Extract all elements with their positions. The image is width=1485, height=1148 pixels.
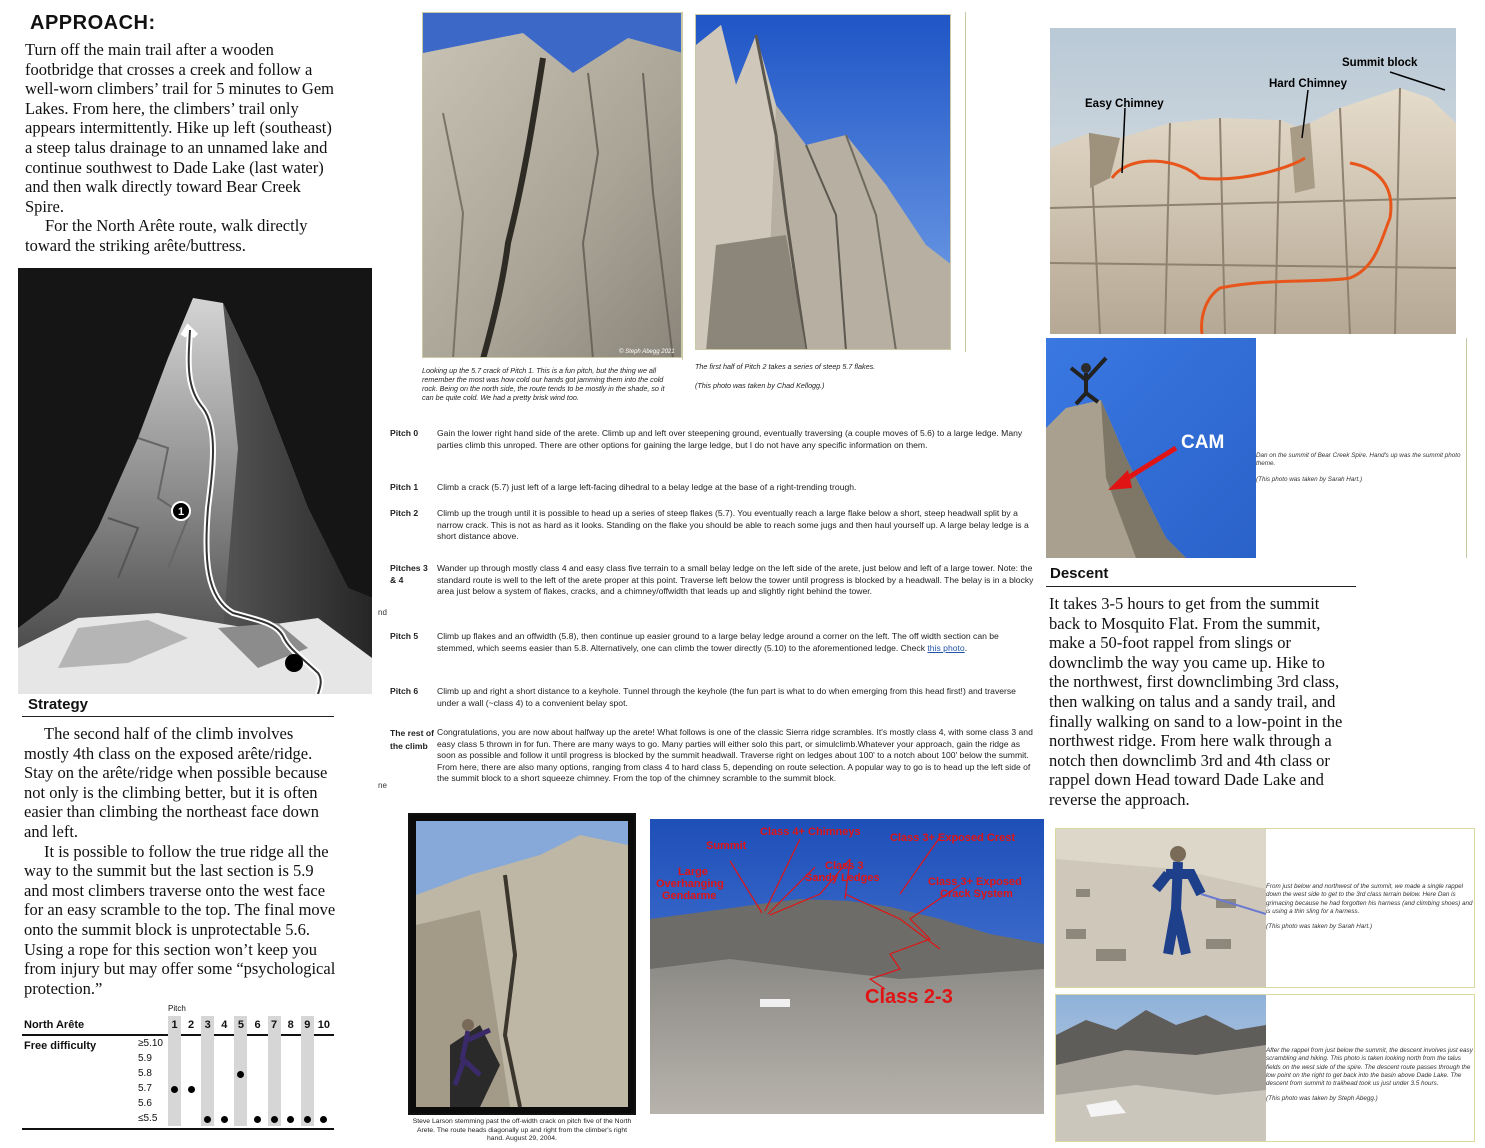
this-photo-link[interactable]: this photo: [927, 642, 965, 653]
ridge-label-ledges: Class 3 Sandy Ledges: [805, 860, 880, 884]
chart-grade-label: 5.8: [138, 1068, 152, 1079]
pitch2-credit: (This photo was taken by Chad Kellogg.): [695, 381, 825, 390]
chart-route-name: North Arête: [24, 1019, 85, 1031]
chart-difficulty-dot: [221, 1116, 228, 1123]
summit-block-photo: [1050, 28, 1456, 334]
chart-grade-label: 5.9: [138, 1053, 152, 1064]
chart-pitch-number: 6: [254, 1019, 261, 1031]
pitch-label: Pitch 5: [390, 631, 419, 641]
pitch-description: [437, 631, 1037, 654]
approach-paragraph-1: Turn off the main trail after a wooden footbridge that crosses a creek and follow a well-worn climbers’ trail for 5 minutes to Gem Lakes. From here, the climbers’ trail only appears intermittently. Hike up left (southeast) a steep talus drainage to an unnamed lake and continue southwest to Dade Lake (last water) and then walk directly toward Bear Creek Spire.: [25, 40, 334, 216]
photo-divider-line: [965, 12, 966, 352]
pitch2-photo: [695, 14, 951, 350]
rappel-credit: (This photo was taken by Sarah Hart.): [1266, 923, 1373, 930]
pitch-description: Gain the lower right hand side of the arete. Climb up and left over steepening ground, eventually traversing (a couple moves of 5.6) to a large ledge. Many parties climb this unroped. There are other options for gaining the large ledge, but I do not have any specific information on them.: [437, 428, 1023, 450]
stray-fragment: ne: [378, 781, 387, 790]
pitch-label: The rest of the climb: [390, 728, 434, 751]
ridge-label-chimneys: Class 4+ Chimneys: [760, 826, 861, 838]
strategy-heading: Strategy: [28, 696, 89, 713]
descent-photo-frame: [1055, 994, 1475, 1142]
approach-paragraph-2: For the North Arête route, walk directly toward the striking arête/buttress.: [25, 216, 308, 255]
chart-pitch-number: 3: [204, 1019, 211, 1031]
strategy-paragraph-2: It is possible to follow the true ridge all the way to the summit but the last section is 5.9 and most climbers traverse onto the west face for an easy scramble to the top. The final move onto the summit block is unprotectable 5.6. Using a rope for this section won’t keep you from injury but may offer some “psychological protection.”: [24, 841, 336, 998]
summit-caption: Dan on the summit of Bear Creek Spire. Hand's up was the summit photo theme.: [1256, 452, 1461, 468]
chart-pitch-number: 5: [237, 1019, 244, 1031]
chart-grade-label: ≥5.10: [138, 1038, 163, 1049]
chart-shaded-column: [268, 1016, 281, 1126]
approach-text: [25, 40, 335, 256]
pitch-description: Wander up through mostly class 4 and easy class five terrain to a small belay ledge on the left side of the arete, just below and left of a large tower. Note: the standard route is well to the left of the arete proper at this point. Traverse left below the tower until progress is blocked by a headwall. The belay is in a blocky area just below a system of flakes, cracks, and a chimney/offwidth that leads up and slightly right behind the tower.: [437, 563, 1034, 597]
pitch-description: Climb up the trough until it is possible to head up a series of steep flakes (5.7). You eventually reach a large flake below a short, steep headwall split by a narrow crack. This is not as hard as it looks. Standing on the flake you should be able to reach some jugs and then haul yourself up. A large belay ledge is a short distance above.: [437, 508, 1029, 542]
pitch1-caption: Looking up the 5.7 crack of Pitch 1. This is a fun pitch, but the thing we all remember the most was how cold our hands got jamming them into the cold rock. Being on the north side, the route tends to be mostly in the shade, so it can be quite cold. We had a pretty brisk wind too.: [422, 366, 665, 402]
pitch-description: Climb a crack (5.7) just left of a large left-facing dihedral to a belay ledge at the base of a right-trending trough.: [437, 482, 857, 492]
chart-difficulty-dot: [271, 1116, 278, 1123]
descent-heading: Descent: [1050, 565, 1109, 582]
descent-caption: After the rappel from just below the summit, the descent involves just easy scrambling and hiking. This photo is taken looking north from the talus fields on the west side of the spire. The descent route passes through the low point on the right to get back into the basin above Dade Lake. The descent from summit to trailhead took us just under 3.5 hours.: [1266, 1047, 1473, 1088]
mountain-topo-photo: [18, 268, 372, 694]
summit-credit: (This photo was taken by Sarah Hart.): [1256, 476, 1363, 483]
easy-chimney-label: Easy Chimney: [1085, 98, 1164, 110]
offwidth-caption: Steve Larson stemming past the off-width crack on pitch five of the North Arete. The route heads diagonally up and right from the climber's right hand. August 29, 2004.: [412, 1118, 632, 1143]
chart-pitch-number: 2: [188, 1019, 195, 1031]
chart-grade-label: ≤5.5: [138, 1113, 158, 1124]
chart-shaded-column: [301, 1016, 314, 1126]
chart-grade-label: 5.7: [138, 1083, 152, 1094]
chart-shaded-column: [168, 1016, 181, 1126]
strategy-paragraph-1: The second half of the climb involves mostly 4th class on the exposed arête/ridge. Stay on the arête/ridge when possible because not only is the climbing better, but it is often easier than climbing the northeast face down and left.: [24, 724, 328, 841]
pitch-description: Congratulations, you are now about halfway up the arete! What follows is one of the classic Sierra ridge scrambles. It's mostly class 4, with some class 3 and easy class 5 thrown in for fun. There are many ways to go. Many parties will either solo this part, or simulclimb.Whatever your approach, gain the ridge as soon as possible and follow it until progress is blocked by the summit headwall. Traverse right on ledges about 100' to a notch about 100' below the summit. From here, there are also many options, ranging from class 4 to hard class 5, depending on route selection. A popular way to go is to head up the left side of the summit block to a short squeeze chimney. From the top of the chimney scramble to the summit block.: [437, 727, 1033, 784]
chart-pitch-number: 9: [304, 1019, 311, 1031]
stray-fragment: nd: [378, 608, 387, 617]
topo-marker-1: 1: [177, 506, 185, 518]
pitch1-photo: [422, 12, 682, 358]
chart-difficulty-dot: [188, 1086, 195, 1093]
pitch-label: Pitch 6: [390, 686, 419, 696]
chart-difficulty-dot: [304, 1116, 311, 1123]
pitch-label: Pitch 2: [390, 508, 419, 518]
chart-pitch-number: 1: [171, 1019, 178, 1031]
pitch2-caption: The first half of Pitch 2 takes a series of steep 5.7 flakes.: [695, 362, 876, 371]
chart-difficulty-dot: [171, 1086, 178, 1093]
pitch-label: Pitch 1: [390, 482, 419, 492]
chart-pitch-number: 4: [221, 1019, 228, 1031]
ridge-label-talus: Class 2-3: [865, 986, 953, 1008]
pitch-description: Climb up and right a short distance to a keyhole. Tunnel through the keyhole (the fun part is what to do when emerging from this head first!) and traverse under a wall (~class 4) to a convenient belay spot.: [437, 686, 1016, 708]
pitch-label: Pitch 0: [390, 428, 419, 438]
difficulty-chart: [22, 1004, 334, 1134]
chart-difficulty-dot: [320, 1116, 327, 1123]
offwidth-photo: [408, 813, 636, 1115]
ridge-label-crest: Class 3+ Exposed Crest: [890, 832, 1016, 844]
hard-chimney-label: Hard Chimney: [1269, 78, 1347, 90]
chart-difficulty-dot: [254, 1116, 261, 1123]
approach-heading: APPROACH:: [30, 12, 156, 34]
summit-block-label: Summit block: [1342, 57, 1418, 69]
chart-pitch-number: 7: [271, 1019, 278, 1031]
pitch-label: Pitches 3 & 4: [390, 563, 428, 585]
cam-label: CAM: [1181, 432, 1225, 453]
summit-cam-photo: [1046, 338, 1256, 558]
chart-grade-label: 5.6: [138, 1098, 152, 1109]
ridge-label-summit: Summit: [706, 840, 747, 852]
strategy-divider: [22, 716, 334, 717]
descent-divider: [1046, 586, 1356, 587]
photo-divider-line: [682, 12, 683, 360]
chart-bottom-rule: [22, 1128, 334, 1130]
ridge-label-crack: Class 3+ Exposed Crack System: [928, 876, 1022, 900]
rappel-photo-frame: [1055, 828, 1475, 988]
strategy-text: [24, 724, 336, 998]
chart-shaded-column: [201, 1016, 214, 1126]
photo-divider-line: [1466, 338, 1467, 558]
chart-pitch-number: 8: [287, 1019, 294, 1031]
rappel-caption: From just below and northwest of the summit, we made a single rappel down the west side to get to the 3rd class terrain below. Here Dan is grimacing because he had forgotten his harness (and climbing shoes) and is using a thin sling for a harness.: [1266, 883, 1473, 915]
pitch-description-end: .: [964, 642, 968, 653]
chart-pitch-number: 10: [317, 1019, 331, 1031]
ridge-label-gendarme: Large Overhanging Gendarme: [656, 866, 724, 902]
pitch-description-text: Climb up flakes and an offwidth (5.8), then continue up easier ground to a large belay ledge around a corner on the left. The off width section can be stemmed, which seems easier than 5.8. Alternatively, one can climb the tower directly (5.10) to the aforementioned ledge. Check: [437, 631, 999, 653]
chart-pitch-label: Pitch: [168, 1004, 186, 1013]
ridge-overview-photo: [650, 819, 1044, 1114]
chart-difficulty-dot: [287, 1116, 294, 1123]
pitch1-watermark: © Steph Abegg 2021: [619, 349, 675, 355]
descent-credit: (This photo was taken by Steph Abegg.): [1266, 1095, 1378, 1102]
chart-row-label: Free difficulty: [24, 1040, 97, 1052]
descent-text: It takes 3-5 hours to get from the summit back to Mosquito Flat. From the summit, make a 50-foot rappel from slings or downclimb the way you came up. Hike to the northwest, first downclimbing 3rd class, then walking on talus and a sandy trail, and finally walking on sand to a low-point in the northwest ridge. From here walk through a notch then downclimb 3rd and 4th class or rappel down Head toward Dade Lake and reverse the approach.: [1049, 594, 1343, 809]
